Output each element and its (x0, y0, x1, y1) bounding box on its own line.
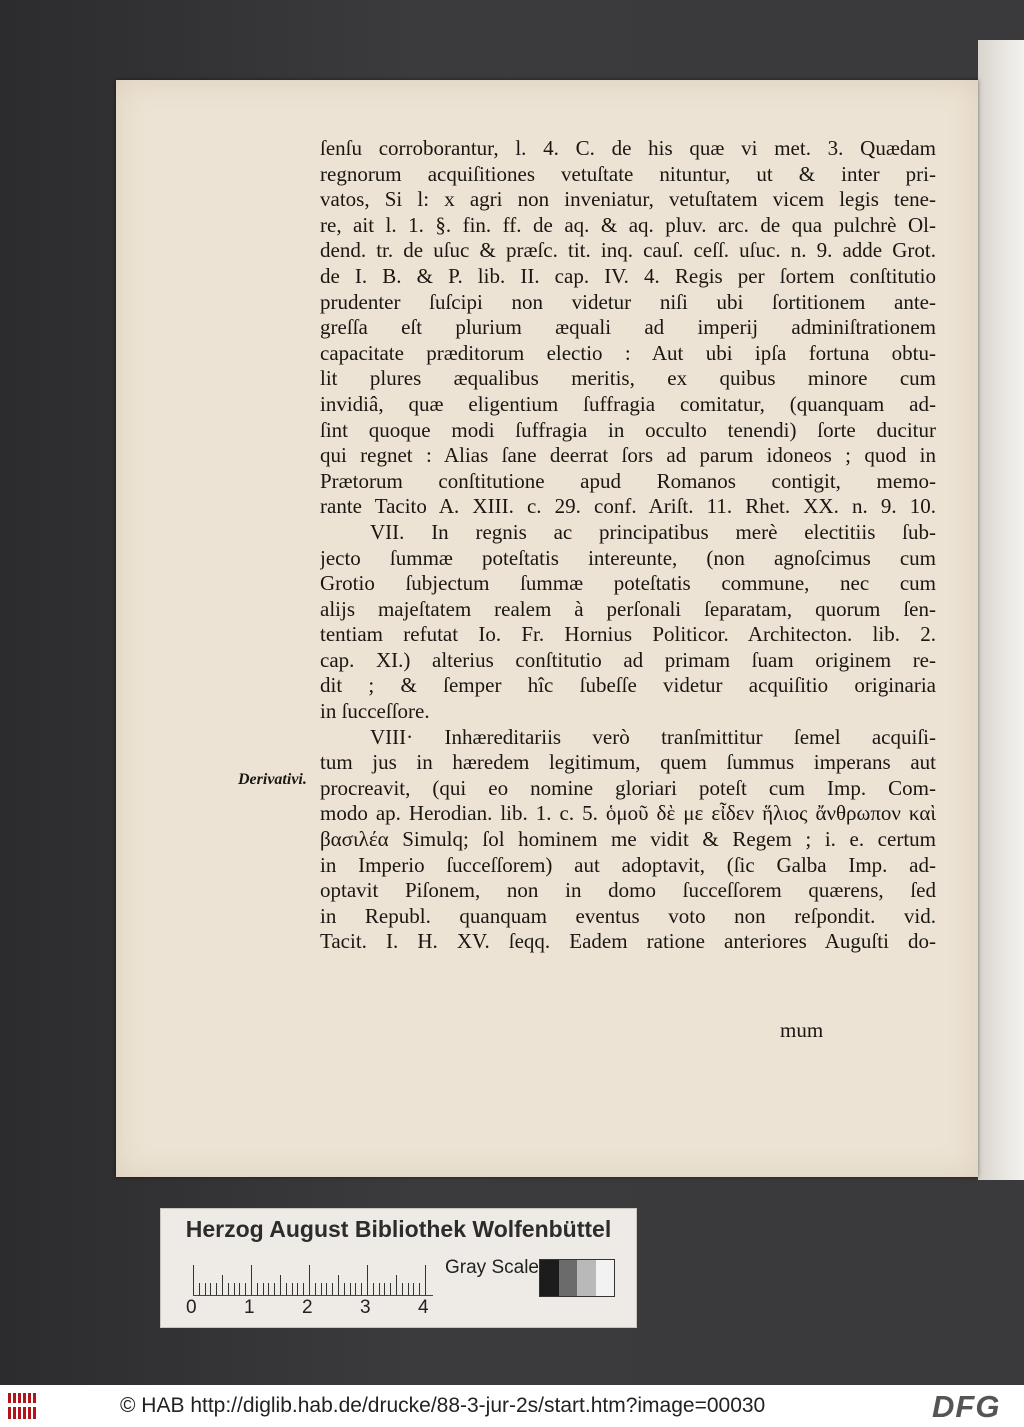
ruler-tick (286, 1283, 287, 1295)
ruler-number: 1 (244, 1297, 255, 1318)
ruler-numbers (186, 1297, 446, 1319)
gray-scale-label: Gray Scale (445, 1257, 539, 1278)
ruler-tick (419, 1283, 420, 1295)
text-line: regnorum acquiſitiones vetuſtate nituntur, ut & inter pri- (320, 161, 936, 186)
ruler-tick (239, 1283, 240, 1295)
text-line: qui regnet : Alias ſane deerrat ſors ad parum idoneos ; quod in (320, 443, 936, 468)
ruler-tick (303, 1283, 304, 1295)
ruler-tick (390, 1283, 391, 1295)
ruler-tick (245, 1283, 246, 1295)
text-line: procreavit, (qui eo nomine gloriari poteſt cum Imp. Com- (320, 775, 936, 800)
text-line: rante Tacito A. XIII. c. 29. conf. Ariſt. 11. Rhet. XX. n. 9. 10. (320, 494, 936, 519)
ruler-tick (413, 1283, 414, 1295)
ruler-tick (402, 1283, 403, 1295)
ruler-tick (408, 1283, 409, 1295)
ruler-number: 4 (418, 1297, 429, 1318)
ruler-number: 2 (302, 1297, 313, 1318)
text-line: de I. B. & P. lib. II. cap. IV. 4. Regis per ſortem conſtitutio (320, 263, 936, 288)
ruler-tick (315, 1283, 316, 1295)
text-line: Tacit. I. H. XV. ſeqq. Eadem ratione anteriores Auguſti do- (320, 929, 936, 954)
paragraph-start-vii: VII. In regnis ac principatibus merè electitiis ſub- (370, 519, 936, 544)
text-line: capacitate præditorum electio : Aut ubi ipſa fortuna obtu- (320, 340, 936, 365)
library-name: Herzog August Bibliothek Wolfenbüttel (185, 1216, 612, 1242)
text-line: tum jus in hæredem legitimum, quem ſummus imperans aut (320, 750, 936, 775)
text-line: invidiâ, quæ eligentium ſuffragia comitatur, (quanquam ad- (320, 391, 936, 416)
text-line: ſint quoque modi ſuffragia in occulto tenendi) ſorte ducitur (320, 417, 936, 442)
ruler-tick (350, 1283, 351, 1295)
margin-note: Derivativi. (238, 771, 307, 788)
ruler-tick (344, 1283, 345, 1295)
gray-scale-patch (596, 1260, 615, 1296)
ruler-tick (268, 1283, 269, 1295)
ruler-tick (205, 1283, 206, 1295)
footer-url[interactable]: © HAB http://diglib.hab.de/drucke/88-3-jur-2s/start.htm?image=00030 (120, 1394, 766, 1417)
ruler-number: 3 (360, 1297, 371, 1318)
text-line: dit ; & ſemper hîc ſubeſſe videtur acquiſitio originaria (320, 673, 936, 698)
gray-scale-patch (540, 1260, 559, 1296)
ruler-tick (292, 1283, 293, 1295)
text-line: jecto ſummæ poteſtatis intereunte, (non agnoſcimus cum (320, 545, 936, 570)
gray-scale-patch (559, 1260, 578, 1296)
ruler-number: 0 (186, 1297, 197, 1318)
ruler-tick (193, 1265, 194, 1295)
text-line: dend. tr. de uſuc & præſc. tit. inq. cauſ. ceſſ. uſuc. n. 9. adde Grot. (320, 238, 936, 263)
ruler-tick (384, 1283, 385, 1295)
ruler-tick (332, 1283, 333, 1295)
ruler-tick (355, 1283, 356, 1295)
ruler-tick (251, 1265, 252, 1295)
ruler-tick (379, 1283, 380, 1295)
text-line: alijs majeſtatem realem à perſonali ſeparatam, quorum ſen- (320, 596, 936, 621)
text-line: in Imperio ſucceſſorem) aut adoptavit, (ſic Galba Imp. ad- (320, 852, 936, 877)
ruler-tick (321, 1283, 322, 1295)
adjacent-page-edge (978, 40, 1024, 1180)
text-line: Grotio ſubjectum ſummæ poteſtatis commune, nec cum (320, 571, 936, 596)
ruler-tick (199, 1283, 200, 1295)
text-line: greſſa eſt plurium æquali ad imperij adminiſtrationem (320, 315, 936, 340)
text-line: cap. XI.) alterius conſtitutio ad primam ſuam originem re- (320, 647, 936, 672)
paragraph-start-viii: VIII· Inhæreditariis verò tranſmittitur ſemel acquiſi- (370, 724, 936, 749)
ruler-tick (280, 1275, 281, 1295)
text-line: in Republ. quanquam eventus voto non reſpondit. vid. (320, 903, 936, 928)
ruler-tick (210, 1283, 211, 1295)
text-line: Prætorum conſtitutione apud Romanos contigit, memo- (320, 468, 936, 493)
gray-scale-swatch (539, 1259, 615, 1297)
ruler-tick (297, 1283, 298, 1295)
text-line: re, ait l. 1. §. fin. ff. de aq. & aq. pluv. arc. de qua pulchrè Ol- (320, 212, 936, 237)
text-line: modo ap. Herodian. lib. 1. c. 5. ὁμοῦ δὲ με εἶδεν ἥλιος ἄνθρωπον καὶ (320, 801, 936, 826)
hab-logo-icon (8, 1391, 38, 1421)
ruler-tick (338, 1275, 339, 1295)
gray-scale-patch (577, 1260, 596, 1296)
text-line: prudenter ſuſcipi non videtur niſi ubi ſortitionem ante- (320, 289, 936, 314)
ruler-tick (234, 1283, 235, 1295)
text-line: optavit Piſonem, non in domo ſucceſſorem quærens, ſed (320, 878, 936, 903)
text-line: vatos, Si l: x agri non inveniatur, vetuſtatem vicem legis tene- (320, 187, 936, 212)
page-text (320, 136, 936, 955)
ruler-tick (367, 1265, 368, 1295)
ruler-tick (257, 1283, 258, 1295)
ruler-tick (216, 1283, 217, 1295)
ruler-tick (361, 1283, 362, 1295)
ruler-tick (396, 1275, 397, 1295)
ruler-tick (425, 1265, 426, 1295)
catchword: mum (780, 1018, 824, 1042)
ruler-tick (274, 1283, 275, 1295)
ruler-tick (228, 1283, 229, 1295)
measurement-ruler (193, 1261, 433, 1296)
ruler-tick (373, 1283, 374, 1295)
ruler-tick (263, 1283, 264, 1295)
text-line: lit plures æqualibus meritis, ex quibus minore cum (320, 366, 936, 391)
ruler-tick (326, 1283, 327, 1295)
ruler-tick (222, 1275, 223, 1295)
ruler-tick (309, 1265, 310, 1295)
footer-bar (0, 1385, 1024, 1427)
dfg-logo: DFG (932, 1389, 1001, 1424)
text-line: ſenſu corroborantur, l. 4. C. de his quæ vi met. 3. Quædam (320, 136, 936, 160)
text-line: βασιλέα Simulq; ſol hominem me vidit & Regem ; i. e. certum (320, 827, 936, 852)
library-label (160, 1208, 637, 1328)
text-line: tentiam refutat Io. Fr. Hornius Politicor. Architecton. lib. 2. (320, 622, 936, 647)
text-line: in ſucceſſore. (320, 699, 430, 724)
